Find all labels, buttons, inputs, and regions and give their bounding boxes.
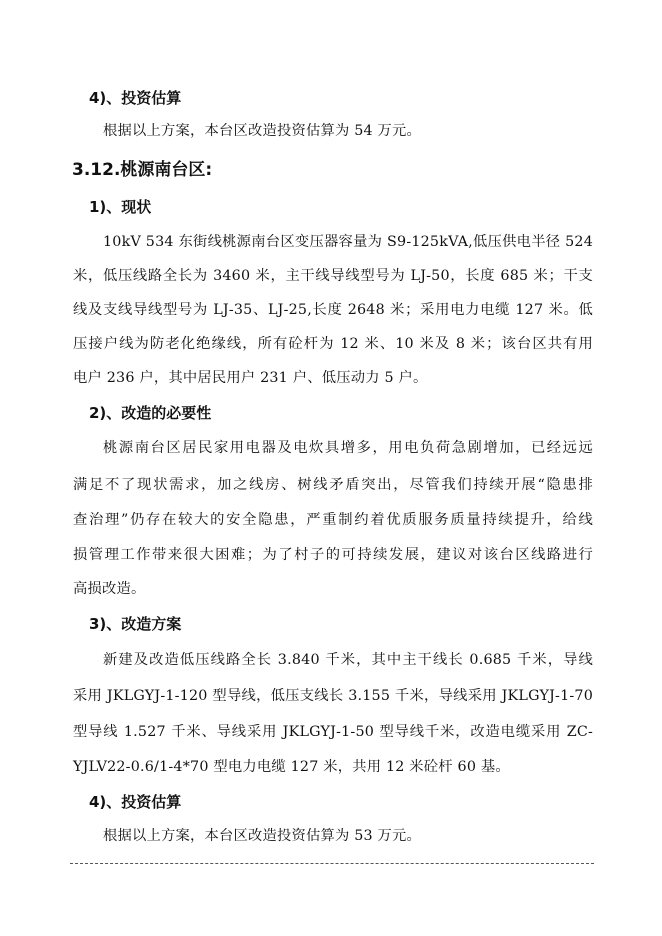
paragraph-line: 新建及改造低压线路全长 3.840 千米，其中主干线长 0.685 千米，导线 bbox=[103, 652, 593, 668]
paragraph-line: 米，低压线路全长为 3460 米，主干线导线型号为 LJ-50，长度 685 米；干支 bbox=[73, 268, 593, 284]
paragraph-line: 高损改造。 bbox=[73, 581, 146, 597]
paragraph-line: 采用 JKLGYJ-1-120 型导线，低压支线长 3.155 千米，导线采用 JKLGYJ-1-70 bbox=[73, 688, 593, 704]
section-title: 3.12.桃源南台区: bbox=[72, 160, 213, 180]
paragraph-line: 损管理工作带来很大困难；为了村子的可持续发展，建议对该台区线路进行 bbox=[73, 547, 593, 563]
paragraph-line: 查治理”仍存在较大的安全隐患，严重制约着优质服务质量持续提升，给线 bbox=[73, 512, 593, 528]
paragraph-line: 桃源南台区居民家用电器及电炊具增多，用电负荷急剧增加，已经远远 bbox=[103, 440, 593, 456]
paragraph-line: 压接户线为防老化绝缘线，所有砼杆为 12 米、10 米及 8 米；该台区共有用 bbox=[73, 336, 593, 352]
necessity-heading: 2)、改造的必要性 bbox=[89, 404, 212, 422]
investment-heading-1: 4)、投资估算 bbox=[89, 89, 182, 107]
paragraph-line: 满足不了现状需求，加之线房、树线矛盾突出，尽管我们持续开展“隐患排 bbox=[73, 477, 593, 493]
paragraph-line: 根据以上方案，本台区改造投资估算为 53 万元。 bbox=[103, 828, 422, 844]
footer-divider bbox=[70, 863, 594, 864]
paragraph-line: 10kV 534 东街线桃源南台区变压器容量为 S9-125kVA,低压供电半径 524 bbox=[103, 234, 593, 250]
paragraph-line: 根据以上方案，本台区改造投资估算为 54 万元。 bbox=[103, 123, 422, 139]
paragraph-line: 型导线 1.527 千米、导线采用 JKLGYJ-1-50 型导线千米，改造电缆采用 ZC- bbox=[73, 724, 593, 740]
investment-heading-2: 4)、投资估算 bbox=[89, 793, 182, 811]
paragraph-line: 线及支线导线型号为 LJ-35、LJ-25,长度 2648 米；采用电力电缆 127 米。低 bbox=[73, 302, 593, 318]
paragraph-line: 电户 236 户，其中居民用户 231 户、低压动力 5 户。 bbox=[73, 370, 428, 386]
plan-heading: 3)、改造方案 bbox=[89, 615, 182, 633]
status-heading: 1)、现状 bbox=[89, 198, 152, 216]
paragraph-line: YJLV22-0.6/1-4*70 型电力电缆 127 米，共用 12 米砼杆 60 基。 bbox=[73, 759, 510, 775]
